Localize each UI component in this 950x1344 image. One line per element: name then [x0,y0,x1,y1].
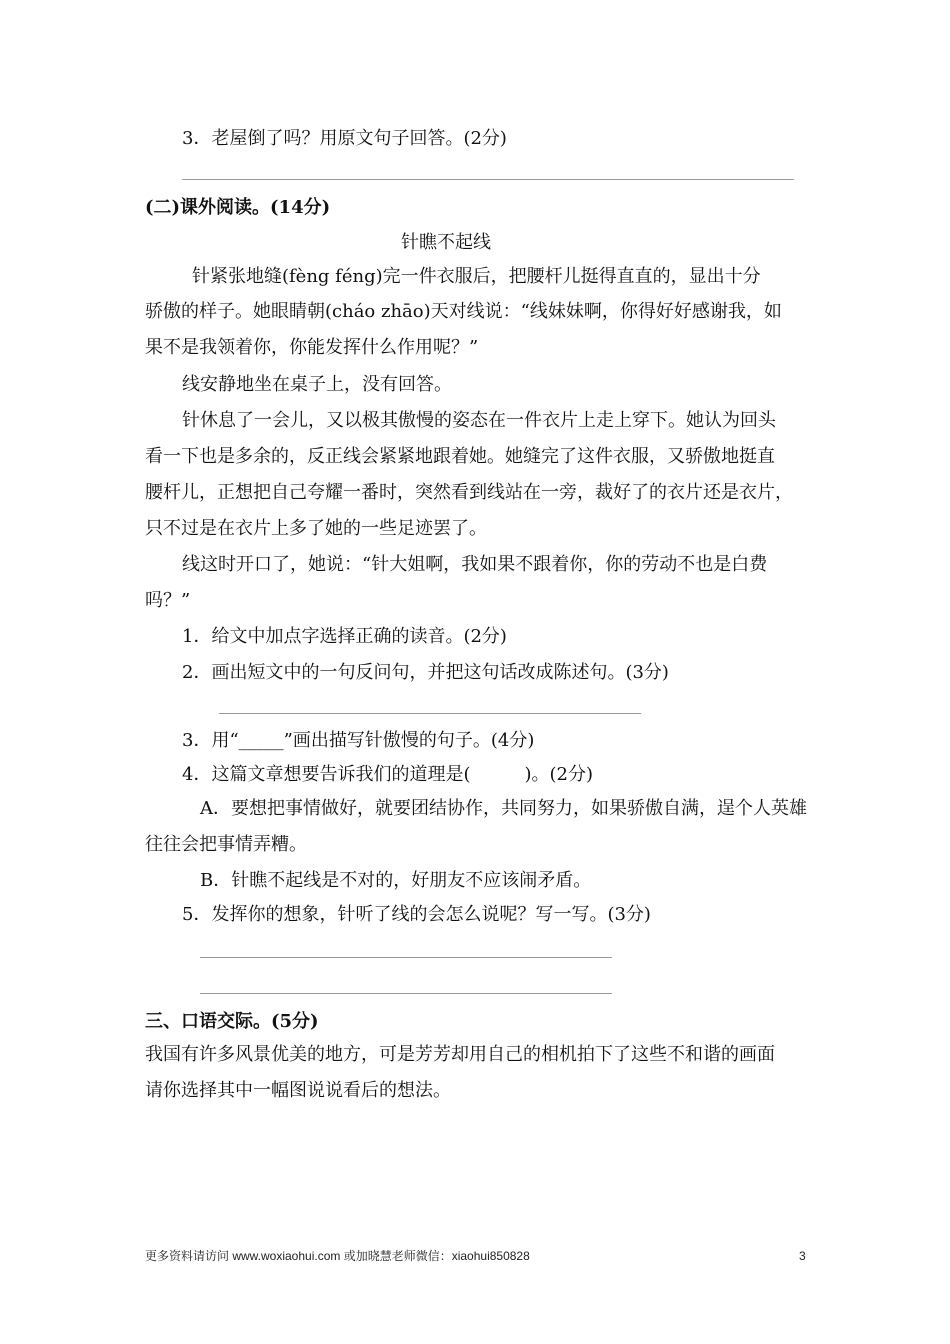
section-heading-oral: 三、口语交际。(5分) [145,1011,319,1032]
question-2: 2．画出短文中的一句反问句，并把这句话改成陈述句。(3分) [182,662,669,683]
passage-line: 吗？” [145,590,191,611]
passage-line: 线这时开口了，她说：“针大姐啊，我如果不跟着你，你的劳动不也是白费 [182,554,768,575]
question-4: 4．这篇文章想要告诉我们的道理是( )。(2分) [182,764,593,785]
passage-line: 只不过是在衣片上多了她的一些足迹罢了。 [145,518,487,539]
option-a: A．要想把事情做好，就要团结协作，共同努力，如果骄傲自满，逞个人英雄 [200,798,807,819]
oral-prompt-line: 我国有许多风景优美的地方，可是芳芳却用自己的相机拍下了这些不和谐的画面 [145,1044,775,1065]
question-3-old-house: 3．老屋倒了吗？用原文句子回答。(2分) [182,128,507,149]
section-heading-reading: (二)课外阅读。(14分) [145,197,331,218]
passage-line: 骄傲的样子。她眼睛朝(cháo zhāo)天对线说：“线妹妹啊，你得好好感谢我，如 [145,301,782,322]
passage-line: 果不是我领着你，你能发挥什么作用呢？” [145,337,479,358]
answer-line [200,957,612,958]
answer-line [200,993,612,994]
footer-text: 更多资料请访问 www.woxiaohui.com 或加晓慧老师微信：xiaohui850828 [145,1249,530,1263]
passage-line: 针紧张地缝(fèng féng)完一件衣服后，把腰杆儿挺得直直的，显出十分 [192,266,761,287]
question-1: 1．给文中加点字选择正确的读音。(2分) [182,626,507,647]
question-5: 5．发挥你的想象，针听了线的会怎么说呢？写一写。(3分) [182,904,651,925]
passage-title: 针瞧不起线 [401,232,491,253]
passage-line: 针休息了一会儿，又以极其傲慢的姿态在一件衣片上走上穿下。她认为回头 [182,410,776,431]
oral-prompt-line: 请你选择其中一幅图说说看后的想法。 [145,1080,451,1101]
page-number: 3 [799,1249,806,1263]
answer-line [219,713,641,714]
passage-line: 腰杆儿，正想把自己夸耀一番时，突然看到线站在一旁，裁好了的衣片还是衣片， [145,482,793,503]
option-b: B．针瞧不起线是不对的，好朋友不应该闹矛盾。 [200,870,592,891]
passage-line: 看一下也是多余的，反正线会紧紧地跟着她。她缝完了这件衣服，又骄傲地挺直 [145,446,775,467]
passage-line: 线安静地坐在桌子上，没有回答。 [182,374,452,395]
option-a-continued: 往往会把事情弄糟。 [145,834,307,855]
answer-line [182,179,794,180]
question-3: 3．用“_____”画出描写针傲慢的句子。(4分) [182,730,535,751]
